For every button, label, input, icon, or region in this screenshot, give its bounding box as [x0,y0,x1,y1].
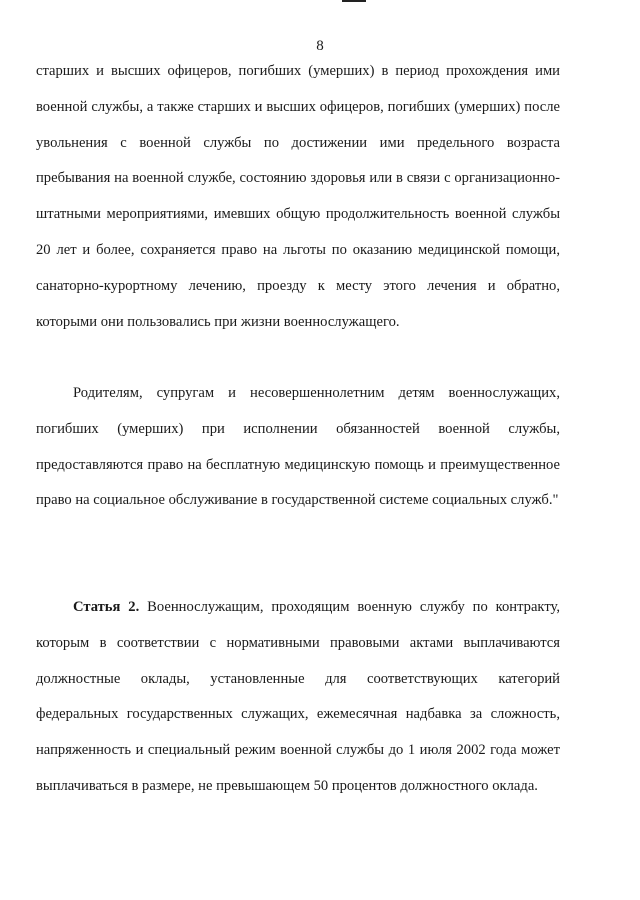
top-edge-mark [342,0,366,2]
article-2-text [36,590,560,805]
paragraph-text: Родителям, супругам и несовершеннолетним детям военнослужащих, погибших (умерших) при исполнении обязанностей военной службы, предоставляются право на бесплатную медицинскую помощь и преимущественное право на социальное обслуживание в государственной системе социальных служб." [36,385,560,509]
paragraph-continuation [36,54,560,340]
paragraph-text: старших и высших офицеров, погибших (умерших) в период прохождения ими военной службы, а также старших и высших офицеров, погибших (умерших) после увольнения с военной службы по достижении ими предельного возраста пребывания на военной службе, состоянию здоровья или в связи с организационно-штатными мероприятиями, имевших общую продолжительность военной службы 20 лет и более, сохраняется право на льготы по оказанию медицинской помощи, санаторно-курортному лечению, проезду к месту этого лечения и обратно, которыми они пользовались при жизни военнослужащего. [36,63,560,330]
article-body: Военнослужащим, проходящим военную службу по контракту, которым в соответствии с нормативными правовыми актами выплачиваются должностные оклады, установленные для соответствующих категорий федеральных государственных служащих, ежемесячная надбавка за сложность, напряженность и специальный режим военной службы до 1 июля 2002 года может выплачиваться в размере, не превышающем 50 процентов должностного оклада. [36,599,560,794]
paragraph-parents-spouses [36,376,560,519]
article-label: Статья 2. [73,599,140,615]
article-2-paragraph [36,590,560,805]
page-number: 8 [316,38,324,54]
